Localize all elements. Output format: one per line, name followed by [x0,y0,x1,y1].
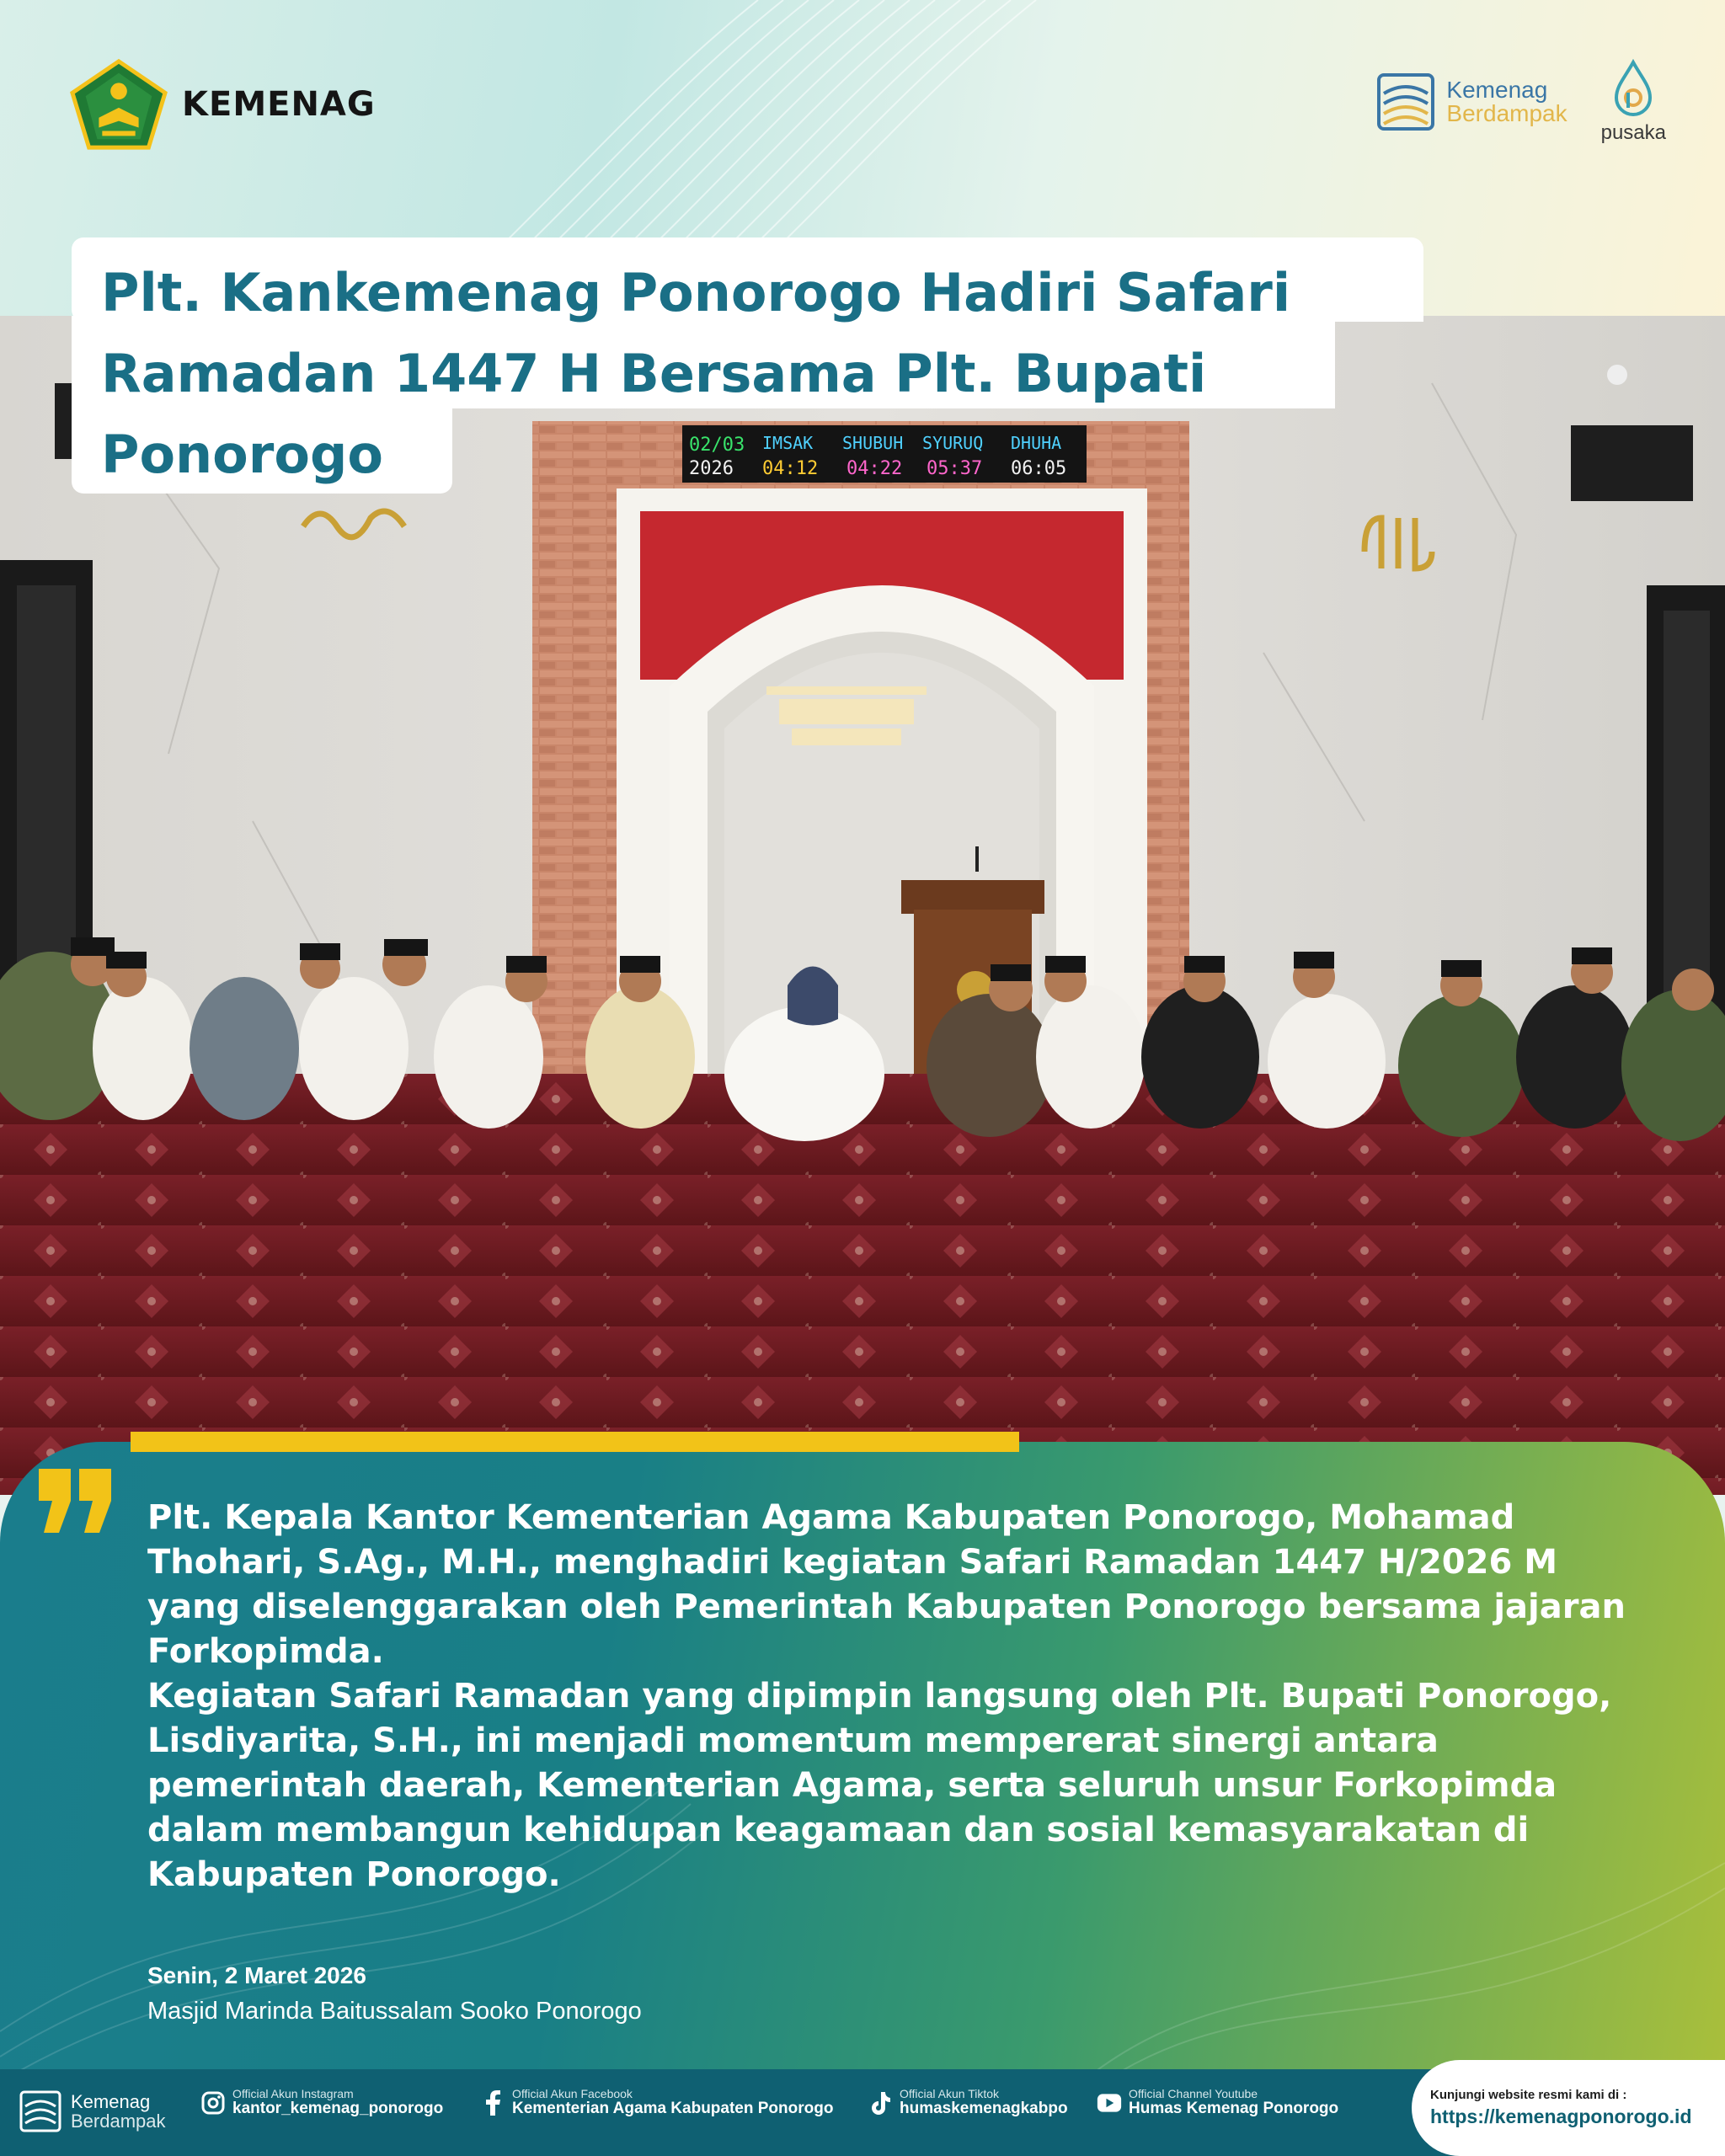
partner-logos [1375,59,1666,145]
instagram-handle: kantor_kemenag_ponorogo [232,2100,444,2118]
berdampak-line2: Berdampak [1446,100,1567,126]
footer-brand-line2: Berdampak [71,2111,166,2132]
facebook-handle: Kementerian Agama Kabupaten Ponorogo [512,2100,834,2118]
kemenag-emblem-icon [69,57,168,152]
instagram-caption: Official Akun Instagram [232,2087,354,2100]
youtube-link[interactable] [1097,2088,1338,2118]
article-paragraph-2: Kegiatan Safari Ramadan yang dipimpin langsung oleh Plt. Bupati Ponorogo, Lisdiyarita, S.H., ini menjadi momentum mempererat sinergi antara pemerintah daerah, Kementerian Agama, serta seluruh unsur Forkopimda dalam membangun kehidupan keagamaan dan sosial kemasyarakatan di Kabupaten Ponorogo. [147,1677,1612,1894]
facebook-link[interactable] [480,2088,833,2118]
headline-title: Plt. Kankemenag Ponorogo Hadiri Safari Ramadan 1447 H Bersama Plt. Bupati Ponorogo [101,262,1291,485]
kemenag-brand-text: KEMENAG [182,85,376,124]
website-pill[interactable] [1412,2060,1725,2156]
board-date-2: 2026 [689,458,734,479]
article-paragraph-1: Plt. Kepala Kantor Kementerian Agama Kabupaten Ponorogo, Mohamad Thohari, S.Ag., M.H., menghadiri kegiatan Safari Ramadan 1447 H/2026 M yang diselenggarakan oleh Pemerintah Kabupaten Ponorogo bersama jajaran Forkopimda. [147,1498,1626,1671]
tiktok-link[interactable] [868,2088,1068,2118]
tiktok-handle: humaskemenagkabpo [900,2100,1068,2118]
footer-brand-line1: Kemenag [71,2090,151,2112]
berdampak-mark-icon [1375,72,1436,132]
event-date: Senin, 2 Maret 2026 [147,1962,366,1988]
board-label-dhuha: DHUHA [1011,433,1062,453]
instagram-link[interactable] [200,2088,443,2118]
quote-mark-icon [34,1462,118,1540]
footer-brand [19,2089,166,2133]
facebook-icon [480,2090,505,2116]
board-label-shubuh: SHUBUH [842,433,904,453]
website-url[interactable]: https://kemenagponorogo.id [1430,2105,1692,2127]
accent-bar [131,1432,1019,1452]
board-label-syuruq: SYURUQ [922,433,984,453]
kemenag-logo [69,57,376,152]
board-time-syuruq: 05:37 [927,458,983,479]
pusaka-logo [1601,59,1666,145]
youtube-icon [1097,2090,1122,2116]
board-time-dhuha: 06:05 [1011,458,1067,479]
tiktok-caption: Official Akun Tiktok [900,2087,1000,2100]
board-date-1: 02/03 [689,435,745,456]
berdampak-line1: Kemenag [1446,77,1548,103]
kemenag-berdampak-logo [1375,72,1567,132]
website-caption: Kunjungi website resmi kami di : [1430,2088,1627,2102]
article-body [147,1496,1647,1897]
youtube-caption: Official Channel Youtube [1129,2087,1258,2100]
footer-berdampak-icon [19,2089,62,2133]
board-time-imsak: 04:12 [762,458,819,479]
tiktok-icon [868,2090,893,2116]
pusaka-drop-icon [1608,59,1658,120]
pusaka-label: pusaka [1600,121,1666,144]
facebook-caption: Official Akun Facebook [512,2087,633,2100]
instagram-icon [200,2090,226,2116]
board-time-shubuh: 04:22 [846,458,903,479]
board-label-imsak: IMSAK [762,433,814,453]
event-location: Masjid Marinda Baitussalam Sooko Ponorogo [147,1998,642,2025]
youtube-handle: Humas Kemenag Ponorogo [1129,2100,1339,2118]
